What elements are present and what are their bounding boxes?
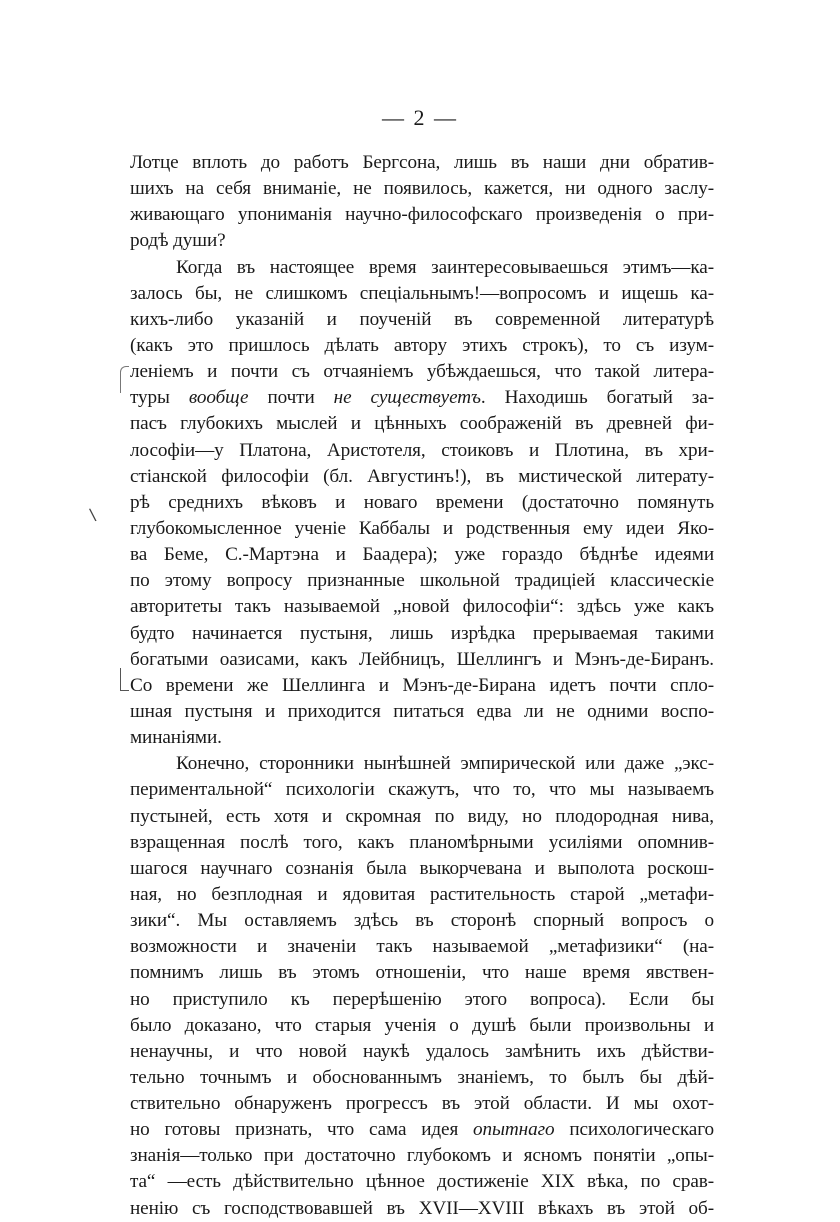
line-text: по этому вопросу признанные школьной традиціей классическіе <box>130 570 714 592</box>
line-text: почти <box>248 387 334 409</box>
line-text: богатыми оазисами, какъ Лейбницъ, Шеллингъ и Мэнъ-де-Биранъ. <box>130 648 714 670</box>
line-text: ствительно обнаруженъ прогрессъ въ этой области. И мы охот- <box>130 1093 714 1115</box>
line-text: тельно точнымъ и обоснованнымъ знаніемъ, то былъ бы дѣй- <box>130 1066 714 1088</box>
text-line <box>130 934 714 960</box>
line-text: периментальной“ психологіи скажутъ, что то, что мы называемъ <box>130 779 714 801</box>
line-text: кихъ-либо указаній и поученій въ современной литературѣ <box>130 308 714 330</box>
text-line <box>130 438 714 464</box>
line-text: шагося научнаго сознанія была выкорчевана и выполота роскош- <box>130 857 714 879</box>
text-line <box>130 673 714 699</box>
line-text: шная пустыня и приходится питаться едва ли не одними воспо- <box>130 700 714 722</box>
line-text: помнимъ лишь въ этомъ отношеніи, что наше время явствен- <box>130 962 714 984</box>
text-line <box>130 307 714 333</box>
text-line <box>130 804 714 830</box>
line-text: туры <box>130 387 189 409</box>
line-text: та“ —есть дѣйствительно цѣнное достиженіе XIX вѣка, по срав- <box>130 1171 714 1193</box>
line-text: ва Беме, С.-Мартэна и Баадера); уже гораздо бѣднѣе идеями <box>130 544 714 566</box>
line-text: леніемъ и почти съ отчаяніемъ убѣждаешься, что такой литера- <box>130 361 714 383</box>
line-text: возможности и значеніи такъ называемой „метафизики“ (на- <box>130 936 714 958</box>
line-text: пасъ глубокихъ мыслей и цѣнныхъ соображеній въ древней фи- <box>130 413 714 435</box>
line-text: рѣ среднихъ вѣковъ и новаго времени (достаточно помянуть <box>130 491 714 513</box>
text-line <box>130 202 714 228</box>
text-line <box>130 1065 714 1091</box>
text-line <box>130 777 714 803</box>
text-line <box>130 725 714 751</box>
text-line <box>130 960 714 986</box>
text-line <box>130 1143 714 1169</box>
line-text: Конечно, сторонники нынѣшней эмпирической или даже „экс- <box>176 753 714 775</box>
text-line <box>130 385 714 411</box>
margin-bracket-mark <box>120 366 129 393</box>
line-text: психологическаго <box>554 1119 714 1141</box>
text-line <box>130 333 714 359</box>
text-line <box>130 464 714 490</box>
line-text: ненію съ господствовавшей въ XVII—XVIII вѣкахъ въ этой об- <box>130 1197 714 1219</box>
line-text: шихъ на себя вниманіе, не появилось, кажется, ни одного заслу- <box>130 178 714 200</box>
text-line <box>130 411 714 437</box>
line-text: ная, но безплодная и ядовитая растительность старой „метафи- <box>130 883 714 905</box>
text-line <box>130 490 714 516</box>
line-text: ненаучны, и что новой наукѣ удалось замѣнить ихъ дѣйстви- <box>130 1040 714 1062</box>
body-text <box>130 150 714 1222</box>
page-number: — 2 — <box>382 105 458 130</box>
text-line <box>130 542 714 568</box>
line-text: будто начинается пустыня, лишь изрѣдка прерываемая такими <box>130 622 714 644</box>
text-line <box>130 856 714 882</box>
line-text: лософіи—у Платона, Аристотеля, стоиковъ и Плотина, въ хри- <box>130 439 714 461</box>
line-text: авторитеты такъ называемой „новой философіи“: здѣсь уже какъ <box>130 596 714 618</box>
line-text: залось бы, не слишкомъ спеціальнымъ!—вопросомъ и ищешь ка- <box>130 282 714 304</box>
line-text: родѣ души? <box>130 230 226 252</box>
line-text: Лотце вплоть до работъ Бергсона, лишь въ наши дни обратив- <box>130 152 714 173</box>
line-text: было доказано, что старыя ученія о душѣ были произвольны и <box>130 1014 714 1036</box>
text-line <box>130 987 714 1013</box>
italic-text: не существуетъ <box>333 387 481 409</box>
line-text: но приступило къ перерѣшенію этого вопроса). Если бы <box>130 988 714 1010</box>
text-line <box>130 1117 714 1143</box>
line-text: минаніями. <box>130 727 222 749</box>
text-line <box>130 699 714 725</box>
line-text: Со времени же Шеллинга и Мэнъ-де-Бирана идетъ почти спло- <box>130 674 714 696</box>
line-text: живающаго упониманія научно-философскаго произведенія о при- <box>130 204 714 226</box>
text-line <box>130 255 714 281</box>
text-line <box>130 281 714 307</box>
text-line <box>130 621 714 647</box>
text-line <box>130 1169 714 1195</box>
text-line <box>130 228 714 254</box>
line-text: взращенная послѣ того, какъ планомѣрными усиліями опомнив- <box>130 831 714 853</box>
line-text: Когда въ настоящее время заинтересовываешься этимъ—ка- <box>176 256 714 278</box>
text-line <box>130 830 714 856</box>
text-line <box>130 1091 714 1117</box>
text-line <box>130 908 714 934</box>
text-line <box>130 1013 714 1039</box>
line-text: . Находишь богатый за- <box>480 387 714 409</box>
line-text: (какъ это пришлось дѣлать автору этихъ строкъ), то съ изум- <box>130 334 714 356</box>
text-line <box>130 1039 714 1065</box>
text-line <box>130 176 714 202</box>
line-text: стіанской философіи (бл. Августинъ!), въ мистической литерату- <box>130 465 714 487</box>
text-line <box>130 594 714 620</box>
text-line <box>130 568 714 594</box>
margin-bracket-mark <box>120 668 129 691</box>
text-line <box>130 751 714 777</box>
text-line <box>130 516 714 542</box>
text-line <box>130 359 714 385</box>
text-line <box>130 647 714 673</box>
italic-text: опытнаго <box>473 1119 555 1141</box>
line-text: глубокомысленное ученіе Каббалы и родственныя ему идеи Яко- <box>130 517 714 539</box>
line-text: пустыней, есть хотя и скромная по виду, но плодородная нива, <box>130 805 714 827</box>
italic-text: вообще <box>188 387 249 409</box>
line-text: но готовы признать, что сама идея <box>130 1119 474 1141</box>
text-line <box>130 882 714 908</box>
line-text: зики“. Мы оставляемъ здѣсь въ сторонѣ спорный вопросъ о <box>130 910 714 932</box>
text-line <box>130 1196 714 1222</box>
margin-check-mark: \ <box>88 504 97 525</box>
text-line <box>130 150 714 176</box>
line-text: знанія—только при достаточно глубокомъ и ясномъ понятіи „опы- <box>130 1145 714 1167</box>
